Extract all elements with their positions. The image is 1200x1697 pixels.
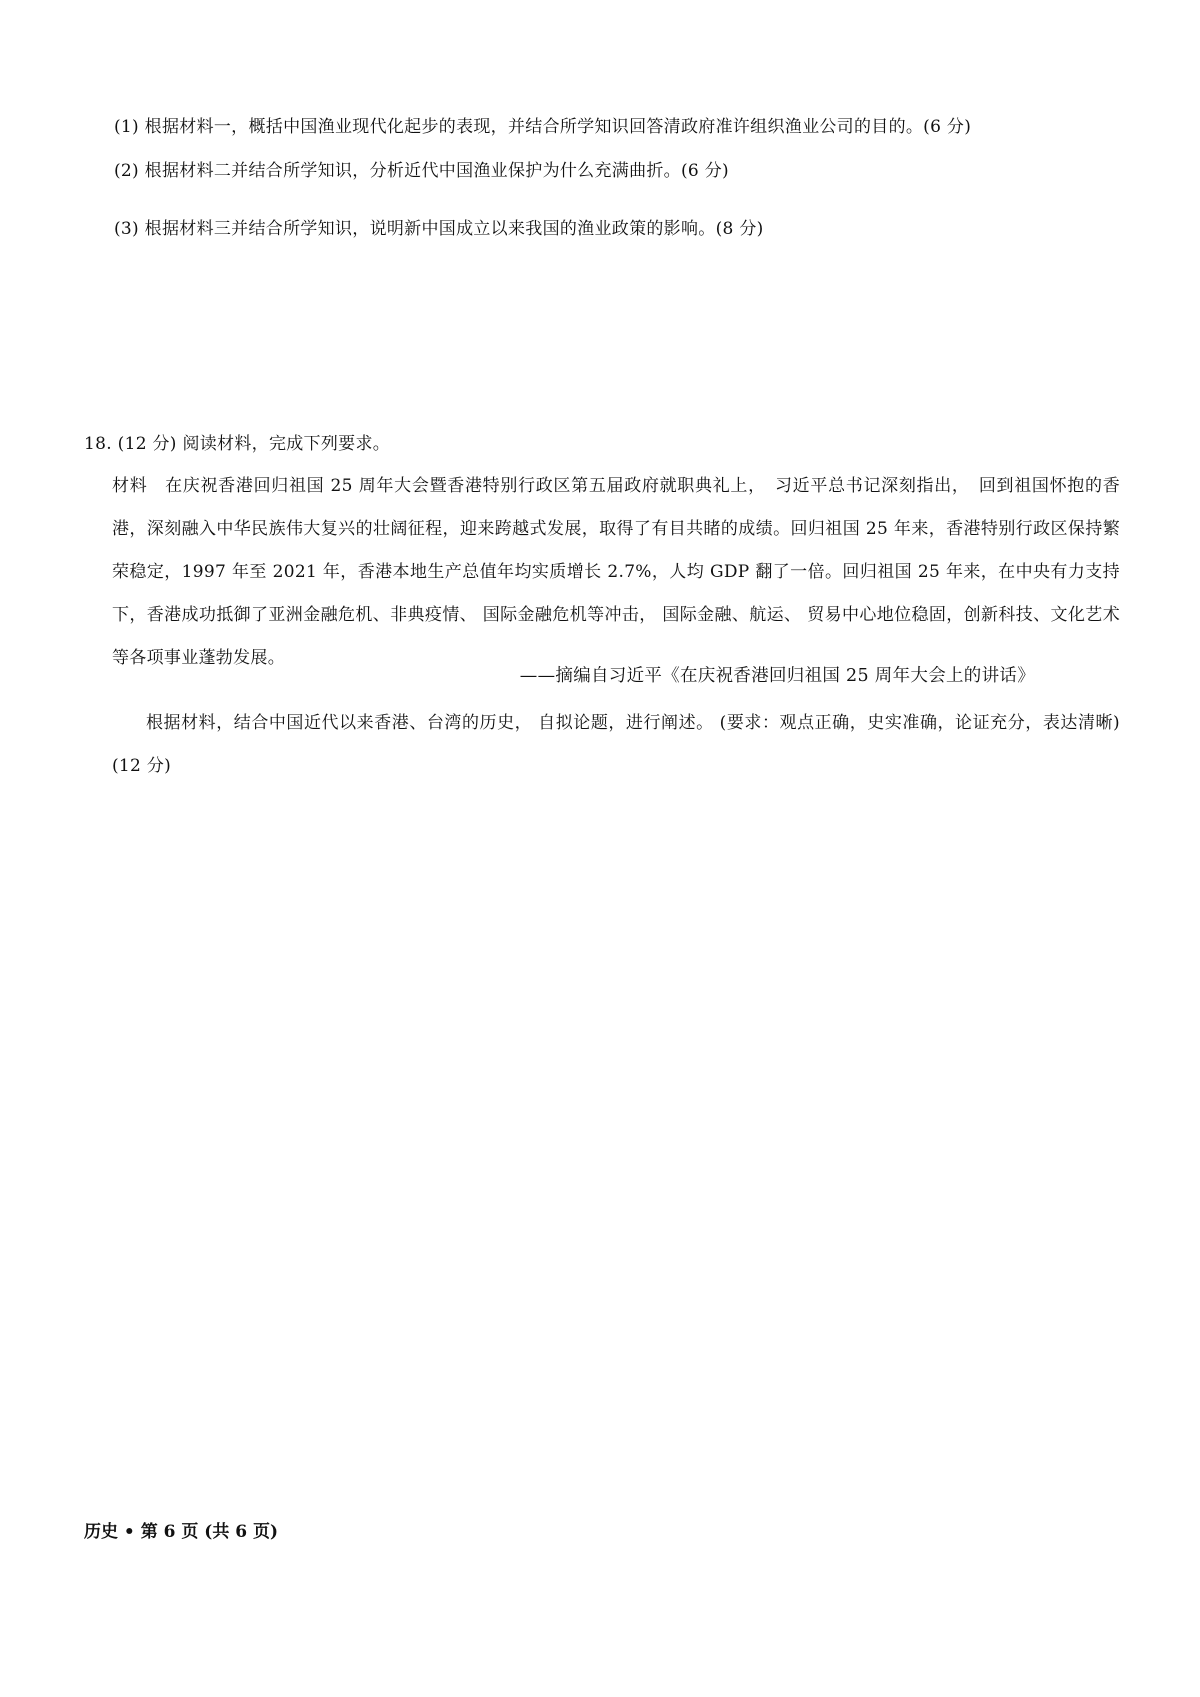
question-18-task: 根据材料，结合中国近代以来香港、台湾的历史， 自拟论题，进行阐述。 (要求：观点正确，史实准确，论证充分，表达清晰) (12 分) [112, 713, 1120, 776]
question-18-material: 材料 在庆祝香港回归祖国 25 周年大会暨香港特别行政区第五届政府就职典礼上， 习近平总书记深刻指出， 回到祖国怀抱的香港，深刻融入中华民族伟大复兴的壮阔征程，迎来跨越式发展，取得了有目共睹的成绩。回归祖国 25 年来，香港特别行政区保持繁荣稳定，1997 年至 2021 年，香港本地生产总值年均实质增长 2.7%，人均 GDP 翻了一倍。回归祖国 25 年来，在中央有力支持下，香港成功抵御了亚洲金融危机、非典疫情、 国际金融危机等冲击， 国际金融、航运、 贸易中心地位稳固，创新科技、文化艺术等各项事业蓬勃发展。 [112, 476, 1120, 668]
question-17-part-3: (3) 根据材料三并结合所学知识，说明新中国成立以来我国的渔业政策的影响。(8 分) [114, 219, 764, 239]
question-17-part-1: (1) 根据材料一，概括中国渔业现代化起步的表现，并结合所学知识回答清政府准许组织渔业公司的目的。(6 分) [114, 117, 972, 137]
question-18-header: 18. (12 分) 阅读材料，完成下列要求。 [84, 434, 391, 454]
question-17-part-2: (2) 根据材料二并结合所学知识，分析近代中国渔业保护为什么充满曲折。(6 分) [114, 161, 729, 181]
material-source-citation: ——摘编自习近平《在庆祝香港回归祖国 25 周年大会上的讲话》 [519, 666, 1035, 686]
page-footer: 历史 • 第 6 页 (共 6 页) [84, 1522, 279, 1542]
